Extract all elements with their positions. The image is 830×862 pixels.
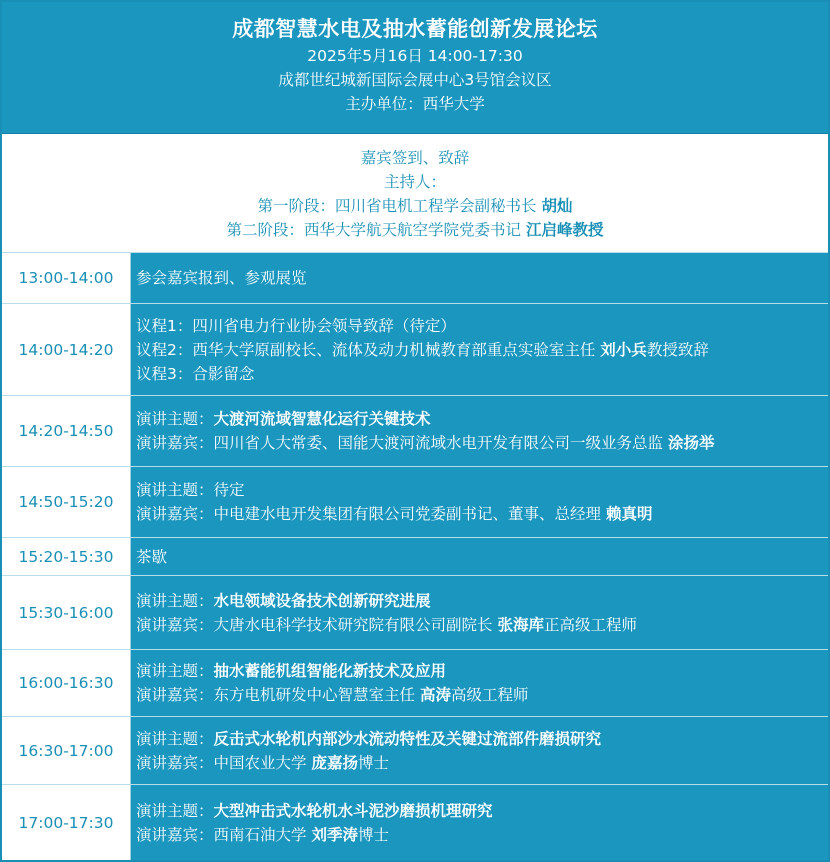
row-time: 14:50-15:20 — [2, 467, 131, 537]
forum-title: 成都智慧水电及抽水蓄能创新发展论坛 — [232, 17, 598, 41]
speaker-name: 刘小兵 — [600, 340, 647, 359]
row-content — [131, 717, 828, 784]
row-line: 茶歇 — [136, 547, 168, 566]
talk-topic: 大渡河流域智慧化运行关键技术 — [213, 410, 431, 428]
row-content — [131, 576, 828, 649]
row-line — [136, 589, 828, 613]
talk-topic: 反击式水轮机内部沙水流动特性及关键过流部件磨损研究 — [213, 729, 602, 748]
table-row — [2, 716, 828, 784]
row-line: 参会嘉宾报到、参观展览 — [136, 269, 307, 287]
talk-topic: 抽水蓄能机组智能化新技术及应用 — [213, 662, 447, 680]
stage-one-text: 第一阶段：四川省电机工程学会副秘书长 — [257, 197, 542, 215]
row-time: 13:00-14:00 — [2, 253, 131, 303]
table-row — [2, 395, 828, 466]
row-line — [136, 431, 828, 455]
intro-stage-one — [2, 194, 828, 218]
intro-checkin: 嘉宾签到、致辞 — [360, 149, 470, 167]
talk-topic: 水电领域设备技术创新研究进展 — [213, 591, 431, 610]
row-line — [136, 823, 828, 847]
row-text: 演讲嘉宾：大唐水电科学技术研究院有限公司副院长 — [136, 615, 498, 634]
row-text: 博士 — [357, 825, 389, 844]
table-row — [2, 575, 828, 649]
speaker-name: 张海库 — [497, 615, 544, 634]
forum-datetime: 2025年5月16日 14:00-17:30 — [307, 47, 523, 65]
table-row — [2, 537, 828, 575]
speaker-name: 刘季涛 — [311, 825, 358, 844]
row-text: 正高级工程师 — [543, 615, 637, 634]
forum-header — [2, 2, 828, 133]
row-content — [131, 785, 828, 860]
row-text: 演讲嘉宾：西南石油大学 — [136, 825, 312, 844]
row-text: 议程2：西华大学原副校长、流体及动力机械教育部重点实验室主任 — [136, 340, 601, 359]
intro-stage-two — [2, 218, 828, 242]
stage-two-text: 第二阶段：西华大学航天航空学院党委书记 — [226, 221, 526, 239]
row-text: 教授致辞 — [646, 340, 709, 359]
row-content — [131, 650, 828, 716]
row-line — [136, 683, 828, 707]
row-line — [136, 407, 828, 431]
table-row — [2, 466, 828, 537]
row-line — [136, 338, 828, 362]
row-content — [131, 538, 828, 575]
row-text: 演讲主题： — [136, 591, 214, 610]
stage-two-host: 江启峰教授 — [525, 221, 604, 239]
intro-host-label: 主持人： — [383, 173, 446, 191]
intro-section — [2, 133, 828, 252]
row-text: 演讲主题： — [136, 662, 214, 680]
speaker-name: 涂扬举 — [667, 434, 715, 452]
table-row — [2, 784, 828, 860]
row-text: 演讲嘉宾：四川省人大常委、国能大渡河流域水电开发有限公司一级业务总监 — [136, 434, 668, 452]
row-line — [136, 751, 828, 775]
row-text: 博士 — [357, 753, 389, 772]
speaker-name: 庞嘉扬 — [311, 753, 358, 772]
row-text: 演讲主题： — [136, 729, 214, 748]
row-time: 17:00-17:30 — [2, 785, 131, 860]
table-row — [2, 303, 828, 395]
row-text: 演讲嘉宾：中电建水电开发集团有限公司党委副书记、董事、总经理 — [136, 505, 606, 523]
table-row — [2, 252, 828, 303]
row-line — [136, 659, 828, 683]
row-line — [136, 799, 828, 823]
row-text: 演讲主题： — [136, 410, 214, 428]
row-line: 议程3：合影留念 — [136, 364, 255, 383]
row-line: 演讲主题：待定 — [136, 481, 245, 499]
row-text: 演讲嘉宾：东方电机研发中心智慧室主任 — [136, 686, 420, 704]
row-time: 15:30-16:00 — [2, 576, 131, 649]
row-line: 议程1：四川省电力行业协会领导致辞（待定） — [136, 316, 456, 335]
row-text: 演讲主题： — [136, 801, 214, 820]
row-line — [136, 613, 828, 637]
speaker-name: 高涛 — [419, 686, 451, 704]
row-line — [136, 727, 828, 751]
talk-topic: 大型冲击式水轮机水斗泥沙磨损机理研究 — [213, 801, 493, 820]
row-text: 演讲嘉宾：中国农业大学 — [136, 753, 312, 772]
speaker-name: 赖真明 — [605, 505, 653, 523]
forum-organizer: 主办单位：西华大学 — [345, 95, 485, 113]
row-content — [131, 467, 828, 537]
row-content — [131, 396, 828, 466]
stage-one-host: 胡灿 — [541, 197, 573, 215]
row-time: 16:00-16:30 — [2, 650, 131, 716]
forum-venue: 成都世纪城新国际会展中心3号馆会议区 — [278, 71, 552, 89]
row-time: 14:20-14:50 — [2, 396, 131, 466]
row-content — [131, 253, 828, 303]
row-line — [136, 502, 828, 526]
row-time: 14:00-14:20 — [2, 304, 131, 395]
row-time: 16:30-17:00 — [2, 717, 131, 784]
row-text: 高级工程师 — [450, 686, 529, 704]
row-content — [131, 304, 828, 395]
table-row — [2, 649, 828, 716]
row-time: 15:20-15:30 — [2, 538, 131, 575]
